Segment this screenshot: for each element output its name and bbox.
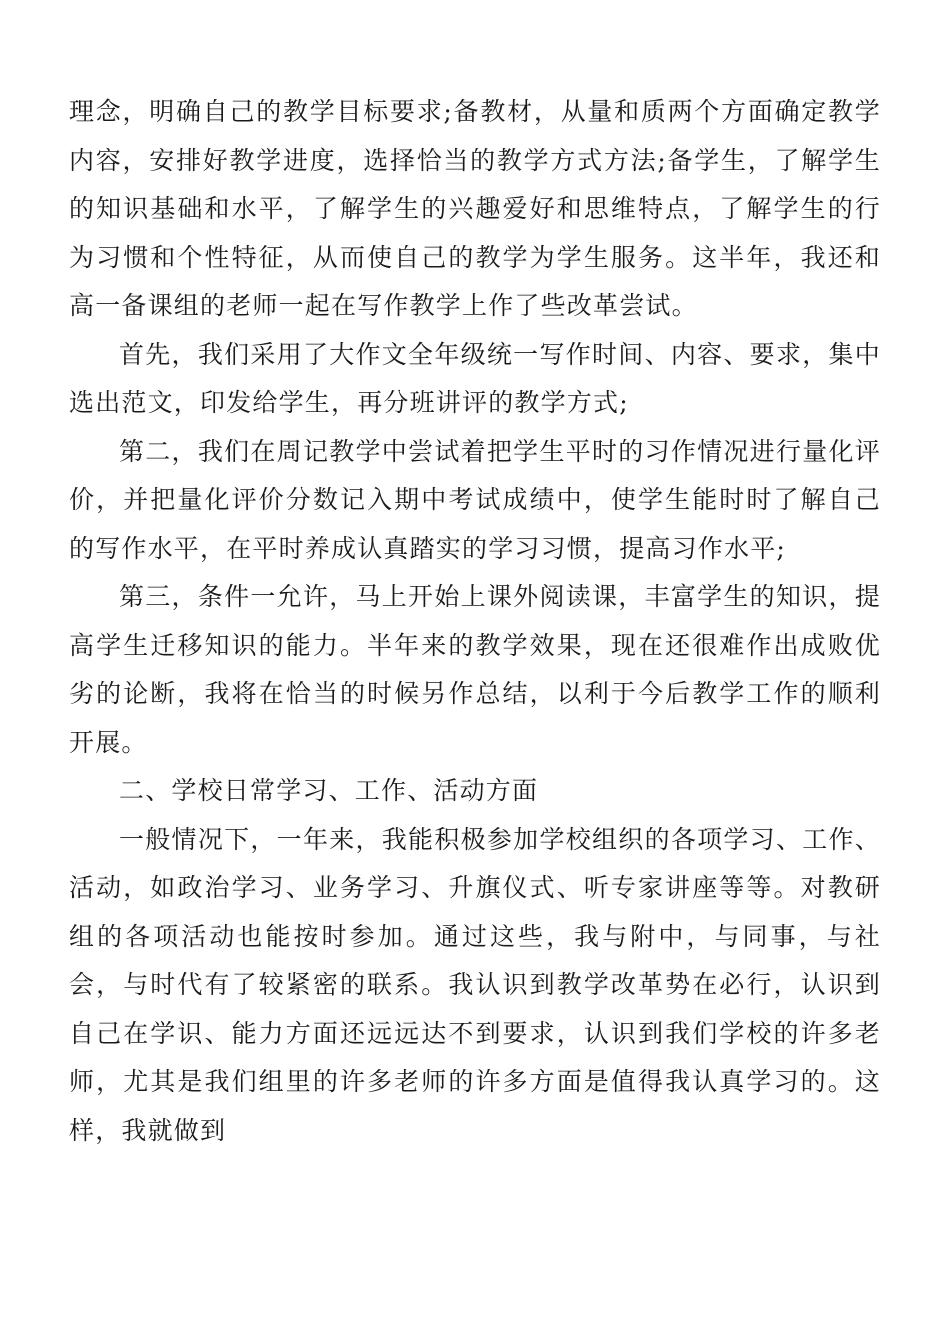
section-heading: 二、学校日常学习、工作、活动方面 <box>119 776 539 805</box>
paragraph-first-reform: 首先，我们采用了大作文全年级统一写作时间、内容、要求，集中选出范文，印发给学生，再分班讲评的教学方式; <box>69 339 881 417</box>
paragraph-school-activities: 一般情况下，一年来，我能积极参加学校组织的各项学习、工作、活动，如政治学习、业务学习、升旗仪式、听专家讲座等等。对教研组的各项活动也能按时参加。通过这些，我与附中，与同事，与社会，与时代有了较紧密的联系。我认识到教学改革势在必行，认识到自己在学识、能力方面还远远达不到要求，认识到我们学校的许多老师，尤其是我们组里的许多老师的许多方面是值得我认真学习的。这样，我就做到 <box>69 824 881 1145</box>
paragraph-continuation: 理念，明确自己的教学目标要求;备教材，从量和质两个方面确定教学内容，安排好教学进度，选择恰当的教学方式方法;备学生，了解学生的知识基础和水平，了解学生的兴趣爱好和思维特点，了解学生的行为习惯和个性特征，从而使自己的教学为学生服务。这半年，我还和高一备课组的老师一起在写作教学上作了些改革尝试。 <box>69 97 881 320</box>
document-body <box>69 88 881 1155</box>
paragraph-third-reform: 第三，条件一允许，马上开始上课外阅读课，丰富学生的知识，提高学生迁移知识的能力。半年来的教学效果，现在还很难作出成败优劣的论断，我将在恰当的时候另作总结，以利于今后教学工作的顺利开展。 <box>69 582 881 757</box>
paragraph-second-reform: 第二，我们在周记教学中尝试着把学生平时的习作情况进行量化评价，并把量化评价分数记入期中考试成绩中，使学生能时时了解自己的写作水平，在平时养成认真踏实的学习习惯，提高习作水平; <box>69 436 881 563</box>
